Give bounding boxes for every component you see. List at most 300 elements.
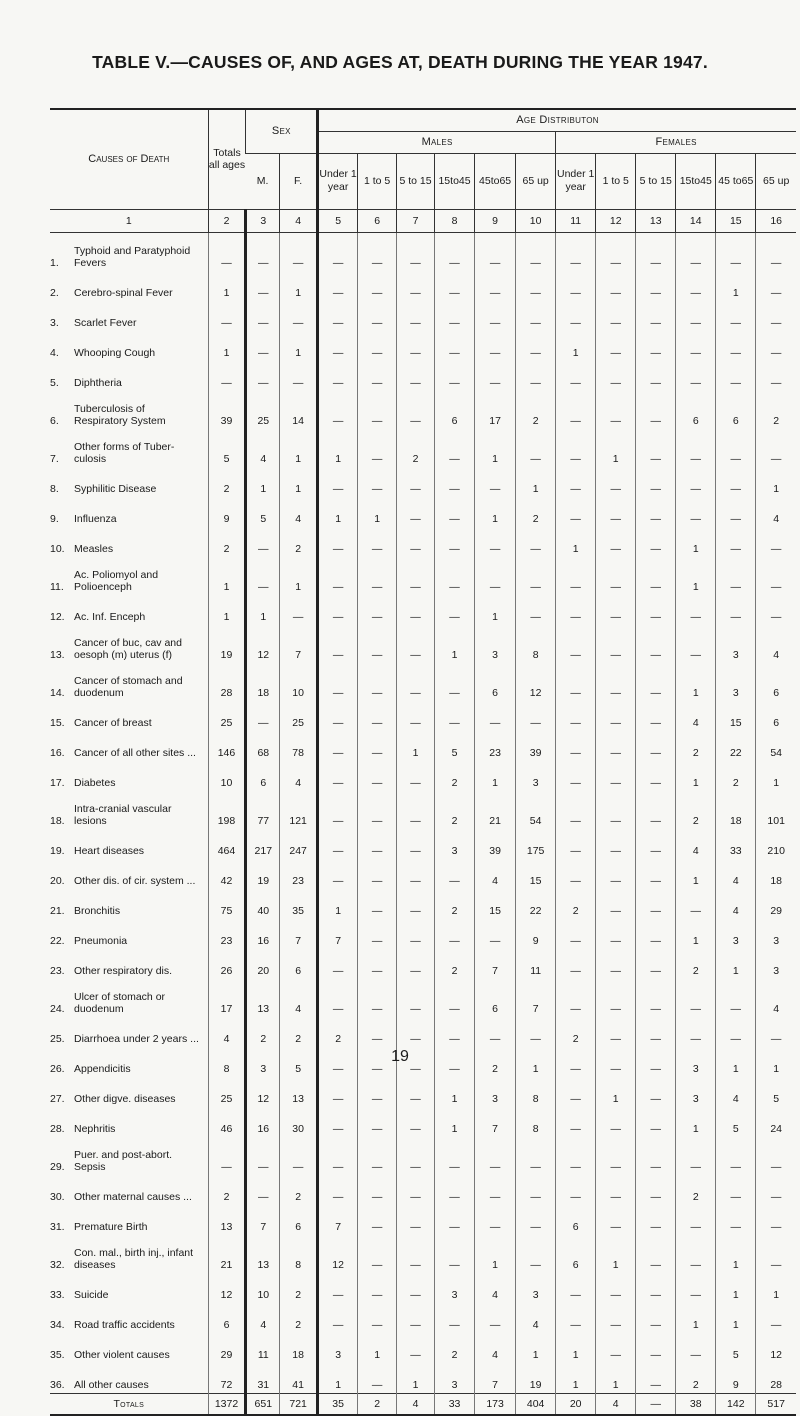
cause-number: 24.: [50, 1002, 65, 1015]
value-cell: 4: [246, 1303, 280, 1333]
value-cell: 1: [716, 1047, 756, 1077]
value-cell: —: [596, 731, 636, 761]
value-cell: —: [516, 1205, 556, 1235]
value-cell: 1: [676, 663, 716, 701]
cause-number: 25.: [50, 1032, 65, 1045]
value-cell: 1: [475, 1235, 516, 1273]
table-row: [50, 301, 796, 331]
value-cell: 1: [475, 595, 516, 625]
value-cell: 4: [756, 497, 796, 527]
value-cell: —: [358, 791, 397, 829]
cause-cell: [50, 391, 208, 429]
value-cell: 15: [716, 701, 756, 731]
cause-cell: [50, 1017, 208, 1047]
value-cell: 1: [358, 1333, 397, 1363]
value-cell: —: [435, 232, 475, 271]
value-cell: —: [246, 232, 280, 271]
value-cell: —: [318, 791, 358, 829]
female-age-header: 5 to 15: [636, 153, 676, 209]
value-cell: —: [318, 557, 358, 595]
value-cell: —: [516, 1175, 556, 1205]
value-cell: —: [435, 1235, 475, 1273]
value-cell: —: [397, 331, 435, 361]
value-cell: 3: [435, 829, 475, 859]
value-cell: —: [716, 1137, 756, 1175]
value-cell: 2: [756, 391, 796, 429]
value-cell: 30: [280, 1107, 318, 1137]
value-cell: 1: [475, 497, 516, 527]
value-cell: —: [636, 301, 676, 331]
cause-name: Cancer of all other sites ...: [74, 746, 196, 759]
value-cell: 28: [756, 1363, 796, 1394]
cause-number: 14.: [50, 686, 65, 699]
value-cell: 68: [246, 731, 280, 761]
value-cell: 6: [676, 391, 716, 429]
value-cell: —: [397, 949, 435, 979]
value-cell: —: [516, 271, 556, 301]
value-cell: —: [475, 1205, 516, 1235]
value-cell: —: [636, 1273, 676, 1303]
cause-number: 7.: [50, 452, 59, 465]
cause-number: 23.: [50, 964, 65, 977]
value-cell: 8: [208, 1047, 246, 1077]
value-cell: 18: [756, 859, 796, 889]
value-cell: —: [358, 889, 397, 919]
value-cell: 16: [246, 1107, 280, 1137]
sex-header: Sex: [246, 109, 318, 153]
column-number: 12: [596, 209, 636, 232]
value-cell: 23: [280, 859, 318, 889]
column-number: 1: [50, 209, 208, 232]
value-cell: 4: [475, 1273, 516, 1303]
value-cell: 3: [716, 625, 756, 663]
value-cell: —: [397, 595, 435, 625]
table-row: [50, 731, 796, 761]
value-cell: —: [636, 1333, 676, 1363]
value-cell: —: [475, 1137, 516, 1175]
value-cell: —: [756, 1175, 796, 1205]
value-cell: —: [756, 1137, 796, 1175]
value-cell: 28: [208, 663, 246, 701]
value-cell: —: [318, 527, 358, 557]
value-cell: —: [318, 701, 358, 731]
value-cell: —: [676, 1205, 716, 1235]
cause-cell: [50, 829, 208, 859]
value-cell: —: [246, 271, 280, 301]
value-cell: —: [358, 232, 397, 271]
value-cell: 5: [246, 497, 280, 527]
cause-cell: [50, 859, 208, 889]
value-cell: 2: [208, 1175, 246, 1205]
value-cell: 6: [280, 949, 318, 979]
value-cell: 29: [208, 1333, 246, 1363]
value-cell: 19: [246, 859, 280, 889]
value-cell: —: [358, 919, 397, 949]
value-cell: —: [636, 1303, 676, 1333]
value-cell: 1: [516, 1333, 556, 1363]
cause-number: 16.: [50, 746, 65, 759]
column-number: 7: [397, 209, 435, 232]
total-value: 2: [358, 1393, 397, 1415]
value-cell: —: [358, 1273, 397, 1303]
value-cell: 15: [516, 859, 556, 889]
value-cell: —: [475, 232, 516, 271]
females-header: Females: [556, 131, 796, 153]
value-cell: —: [636, 1107, 676, 1137]
value-cell: —: [318, 663, 358, 701]
males-header: Males: [318, 131, 556, 153]
value-cell: 1: [676, 859, 716, 889]
value-cell: 23: [208, 919, 246, 949]
value-cell: 2: [435, 889, 475, 919]
value-cell: 72: [208, 1363, 246, 1394]
value-cell: —: [636, 731, 676, 761]
value-cell: 77: [246, 791, 280, 829]
value-cell: 247: [280, 829, 318, 859]
value-cell: —: [756, 527, 796, 557]
value-cell: 33: [716, 829, 756, 859]
cause-name: All other causes: [74, 1378, 149, 1391]
value-cell: —: [516, 557, 556, 595]
value-cell: —: [636, 919, 676, 949]
value-cell: 39: [208, 391, 246, 429]
value-cell: 21: [208, 1235, 246, 1273]
table-row: [50, 271, 796, 301]
value-cell: —: [556, 391, 596, 429]
cause-name: Influenza: [74, 512, 117, 525]
cause-cell: [50, 1333, 208, 1363]
value-cell: —: [556, 1047, 596, 1077]
value-cell: 2: [435, 761, 475, 791]
value-cell: —: [636, 391, 676, 429]
value-cell: 4: [475, 1333, 516, 1363]
value-cell: 8: [516, 625, 556, 663]
cause-name: Whooping Cough: [74, 346, 156, 359]
table-row: [50, 527, 796, 557]
value-cell: —: [636, 1047, 676, 1077]
value-cell: —: [318, 829, 358, 859]
value-cell: 9: [716, 1363, 756, 1394]
value-cell: 29: [756, 889, 796, 919]
value-cell: —: [435, 1205, 475, 1235]
value-cell: 13: [246, 1235, 280, 1273]
value-cell: —: [636, 595, 676, 625]
value-cell: —: [556, 429, 596, 467]
value-cell: —: [397, 467, 435, 497]
value-cell: —: [636, 1077, 676, 1107]
value-cell: 1: [556, 1333, 596, 1363]
value-cell: 4: [716, 1077, 756, 1107]
value-cell: 17: [208, 979, 246, 1017]
value-cell: 6: [756, 701, 796, 731]
value-cell: —: [716, 979, 756, 1017]
cause-cell: [50, 919, 208, 949]
value-cell: —: [716, 1205, 756, 1235]
value-cell: 1: [716, 271, 756, 301]
value-cell: 2: [676, 791, 716, 829]
value-cell: 12: [756, 1333, 796, 1363]
value-cell: 1: [246, 595, 280, 625]
cause-number: 12.: [50, 610, 65, 623]
cause-number: 2.: [50, 286, 59, 299]
value-cell: 12: [318, 1235, 358, 1273]
value-cell: 6: [435, 391, 475, 429]
table-row: [50, 1235, 796, 1273]
cause-cell: [50, 701, 208, 731]
value-cell: —: [596, 497, 636, 527]
value-cell: —: [556, 859, 596, 889]
value-cell: 6: [756, 663, 796, 701]
value-cell: 2: [676, 1363, 716, 1394]
value-cell: 217: [246, 829, 280, 859]
cause-number: 13.: [50, 648, 65, 661]
value-cell: —: [318, 331, 358, 361]
value-cell: 6: [475, 663, 516, 701]
value-cell: —: [397, 232, 435, 271]
value-cell: 26: [208, 949, 246, 979]
cause-name: Intra-cranial vascular lesions: [74, 802, 172, 827]
value-cell: 5: [756, 1077, 796, 1107]
value-cell: 6: [716, 391, 756, 429]
value-cell: —: [358, 663, 397, 701]
value-cell: 2: [435, 1333, 475, 1363]
value-cell: —: [636, 361, 676, 391]
cause-name: Heart diseases: [74, 844, 145, 857]
value-cell: —: [676, 1235, 716, 1273]
value-cell: —: [397, 1017, 435, 1047]
value-cell: —: [318, 467, 358, 497]
value-cell: —: [716, 232, 756, 271]
value-cell: —: [358, 1235, 397, 1273]
value-cell: 2: [516, 497, 556, 527]
value-cell: —: [397, 919, 435, 949]
value-cell: 4: [475, 859, 516, 889]
value-cell: 1: [435, 1077, 475, 1107]
female-age-header: 1 to 5: [596, 153, 636, 209]
value-cell: —: [556, 1107, 596, 1137]
cause-name: Nephritis: [74, 1122, 116, 1135]
value-cell: 1: [676, 761, 716, 791]
value-cell: 6: [208, 1303, 246, 1333]
value-cell: 7: [280, 919, 318, 949]
value-cell: 464: [208, 829, 246, 859]
value-cell: —: [556, 701, 596, 731]
value-cell: —: [397, 1137, 435, 1175]
cause-name: Con. mal., birth inj., infant diseases: [74, 1246, 194, 1271]
value-cell: —: [435, 919, 475, 949]
value-cell: —: [756, 331, 796, 361]
value-cell: —: [475, 919, 516, 949]
value-cell: 18: [280, 1333, 318, 1363]
value-cell: 1: [676, 1107, 716, 1137]
value-cell: 14: [280, 391, 318, 429]
value-cell: 4: [756, 625, 796, 663]
value-cell: 3: [516, 1273, 556, 1303]
value-cell: —: [318, 949, 358, 979]
table-header: [50, 109, 796, 209]
table-row: [50, 1077, 796, 1107]
value-cell: 41: [280, 1363, 318, 1394]
value-cell: —: [358, 1017, 397, 1047]
value-cell: —: [636, 859, 676, 889]
value-cell: 1: [280, 429, 318, 467]
cause-number: 28.: [50, 1122, 65, 1135]
value-cell: —: [716, 1175, 756, 1205]
total-value: 404: [516, 1393, 556, 1415]
value-cell: —: [716, 527, 756, 557]
cause-number: 29.: [50, 1160, 65, 1173]
value-cell: —: [596, 271, 636, 301]
cause-number: 32.: [50, 1258, 65, 1271]
male-age-header: 5 to 15: [397, 153, 435, 209]
value-cell: 1: [280, 331, 318, 361]
value-cell: —: [318, 979, 358, 1017]
value-cell: —: [246, 301, 280, 331]
value-cell: —: [475, 1303, 516, 1333]
total-value: 1372: [208, 1393, 246, 1415]
value-cell: 2: [246, 1017, 280, 1047]
value-cell: —: [318, 1047, 358, 1077]
value-cell: —: [475, 271, 516, 301]
table-row: [50, 331, 796, 361]
table-row: [50, 625, 796, 663]
table-body: [50, 232, 796, 1415]
value-cell: 54: [756, 731, 796, 761]
value-cell: —: [435, 429, 475, 467]
column-number: 2: [208, 209, 246, 232]
cause-cell: [50, 497, 208, 527]
value-cell: —: [358, 595, 397, 625]
cause-number: 27.: [50, 1092, 65, 1105]
total-value: 20: [556, 1393, 596, 1415]
value-cell: 25: [208, 1077, 246, 1107]
value-cell: —: [318, 731, 358, 761]
value-cell: —: [676, 889, 716, 919]
value-cell: —: [596, 391, 636, 429]
table-row: [50, 859, 796, 889]
value-cell: —: [596, 979, 636, 1017]
value-cell: —: [516, 1137, 556, 1175]
value-cell: —: [397, 1175, 435, 1205]
value-cell: 16: [246, 919, 280, 949]
value-cell: —: [756, 301, 796, 331]
value-cell: —: [246, 361, 280, 391]
value-cell: 23: [475, 731, 516, 761]
value-cell: —: [358, 557, 397, 595]
cause-number: 1.: [50, 256, 59, 269]
totals-row: [50, 1393, 796, 1415]
value-cell: —: [516, 361, 556, 391]
value-cell: 9: [516, 919, 556, 949]
value-cell: —: [716, 429, 756, 467]
value-cell: 2: [556, 889, 596, 919]
column-number: 4: [280, 209, 318, 232]
value-cell: —: [716, 595, 756, 625]
causes-of-death-table: [50, 108, 796, 1416]
value-cell: —: [435, 467, 475, 497]
value-cell: —: [397, 361, 435, 391]
value-cell: —: [208, 361, 246, 391]
value-cell: 1: [208, 331, 246, 361]
value-cell: 1: [516, 467, 556, 497]
value-cell: —: [318, 1107, 358, 1137]
value-cell: 3: [756, 949, 796, 979]
value-cell: 12: [208, 1273, 246, 1303]
value-cell: —: [397, 1235, 435, 1273]
value-cell: —: [596, 1137, 636, 1175]
cause-name: Ulcer of stomach or duodenum: [74, 990, 166, 1015]
value-cell: —: [280, 595, 318, 625]
table-row: [50, 595, 796, 625]
value-cell: 7: [516, 979, 556, 1017]
value-cell: 22: [516, 889, 556, 919]
value-cell: 4: [756, 979, 796, 1017]
male-sex-header: M.: [246, 153, 280, 209]
value-cell: 6: [556, 1235, 596, 1273]
value-cell: 17: [475, 391, 516, 429]
value-cell: 75: [208, 889, 246, 919]
value-cell: 2: [475, 1047, 516, 1077]
cause-cell: [50, 429, 208, 467]
table-row: [50, 1333, 796, 1363]
value-cell: 13: [246, 979, 280, 1017]
total-value: 651: [246, 1393, 280, 1415]
value-cell: —: [358, 1077, 397, 1107]
table-row: [50, 791, 796, 829]
value-cell: 18: [246, 663, 280, 701]
value-cell: —: [516, 1235, 556, 1273]
value-cell: —: [435, 663, 475, 701]
total-value: 173: [475, 1393, 516, 1415]
value-cell: —: [516, 301, 556, 331]
value-cell: 3: [516, 761, 556, 791]
value-cell: 2: [556, 1017, 596, 1047]
value-cell: —: [756, 232, 796, 271]
cause-name: Other digve. diseases: [74, 1092, 176, 1105]
value-cell: —: [636, 761, 676, 791]
value-cell: —: [676, 301, 716, 331]
value-cell: 1: [208, 557, 246, 595]
value-cell: —: [676, 497, 716, 527]
cause-cell: [50, 949, 208, 979]
value-cell: 7: [246, 1205, 280, 1235]
value-cell: —: [435, 859, 475, 889]
value-cell: —: [636, 271, 676, 301]
value-cell: —: [556, 919, 596, 949]
value-cell: 6: [556, 1205, 596, 1235]
value-cell: —: [596, 232, 636, 271]
value-cell: 1: [318, 889, 358, 919]
causes-header: Causes of Death: [88, 153, 170, 166]
value-cell: —: [475, 527, 516, 557]
value-cell: —: [596, 557, 636, 595]
value-cell: —: [676, 625, 716, 663]
value-cell: —: [676, 595, 716, 625]
cause-name: Premature Birth: [74, 1220, 148, 1233]
value-cell: 1: [280, 467, 318, 497]
value-cell: —: [716, 361, 756, 391]
value-cell: 2: [435, 949, 475, 979]
value-cell: 1: [475, 761, 516, 791]
value-cell: —: [318, 271, 358, 301]
cause-name: Puer. and post-abort. Sepsis: [74, 1148, 173, 1173]
value-cell: —: [596, 859, 636, 889]
value-cell: 7: [475, 1107, 516, 1137]
cause-name: Typhoid and Paratyphoid Fevers: [74, 244, 191, 269]
value-cell: —: [358, 429, 397, 467]
table-row: [50, 429, 796, 467]
table-row: [50, 1017, 796, 1047]
